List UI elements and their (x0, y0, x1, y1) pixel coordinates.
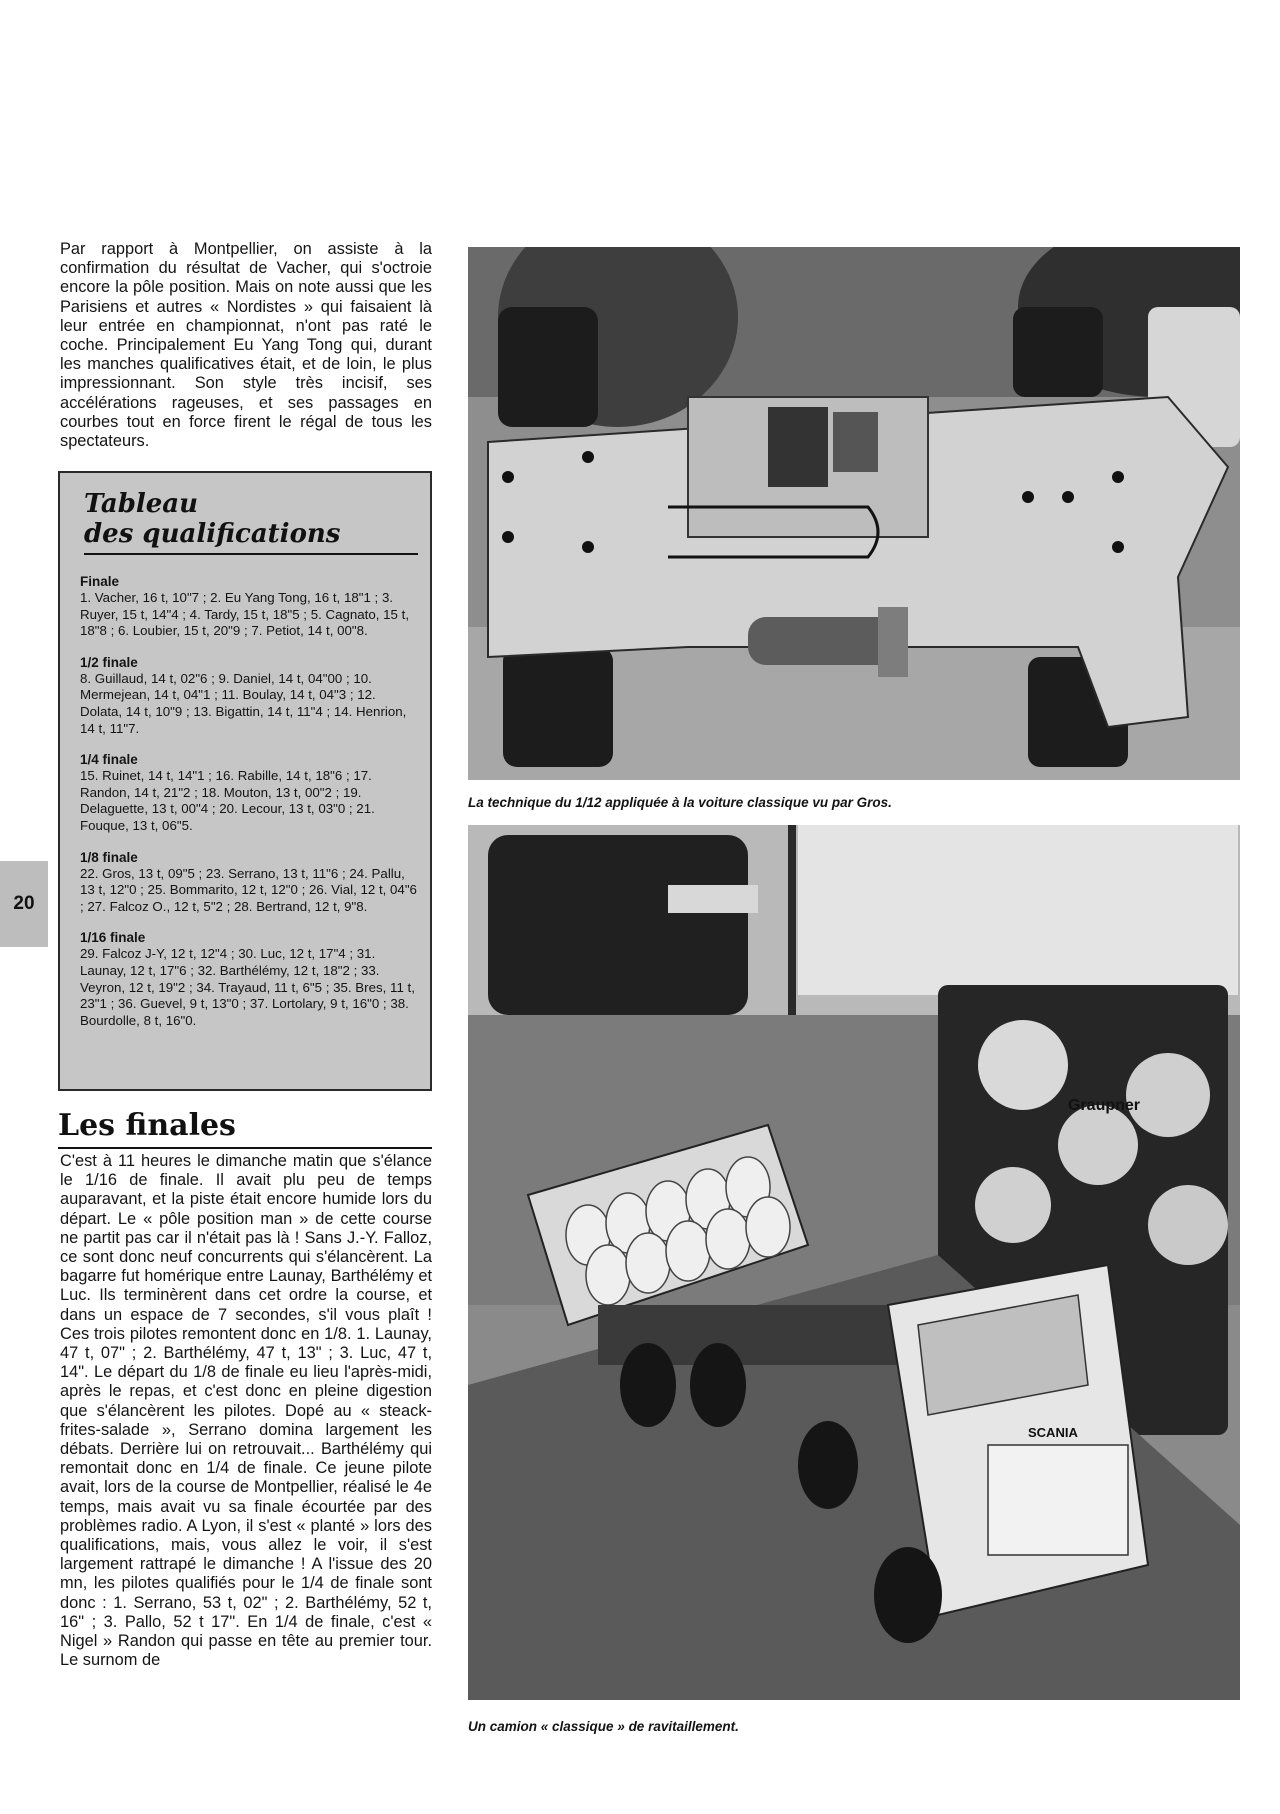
qual-block-eighth-final (80, 849, 418, 916)
intro-paragraph: Par rapport à Montpellier, on assiste à la confirmation du résultat de Vacher, qui s'octroie encore la pôle position. Mais on note aussi que les Parisiens et autres « Nordistes » qui faisaient là leur entrée en championnat, n'ont pas raté le coche. Principalement Eu Yang Tong qui, durant les manches qualificatives était, et de loin, le plus impressionnant. Son style très incisif, ses accélérations rageuses, et ses passages en courbes tout en force firent le régal de tous les spectateurs. (60, 240, 432, 451)
qual-results: 29. Falcoz J-Y, 12 t, 12"4 ; 30. Luc, 12 t, 17"4 ; 31. Launay, 12 t, 17"6 ; 32. Barthélémy, 12 t, 18"2 ; 33. Veyron, 12 t, 19"2 ; 34. Trayaud, 11 t, 6"5 ; 35. Bres, 11 t, 23"1 ; 36. Guevel, 9 t, 13"0 ; 37. Lortolary, 9 t, 16"0 ; 38. Bourdolle, 8 t, 16"0. (80, 946, 415, 1028)
chassis-photo (468, 247, 1240, 780)
chassis-photo-image (468, 247, 1240, 780)
qualifications-title (84, 489, 418, 549)
qual-block-quarter-final (80, 751, 418, 834)
scania-badge: SCANIA (1028, 1425, 1078, 1440)
finales-heading: Les finales (58, 1108, 236, 1143)
page-number-tab (0, 861, 48, 947)
qual-block-sixteenth-final (80, 929, 418, 1029)
qual-results: 15. Ruinet, 14 t, 14"1 ; 16. Rabille, 14 t, 18"6 ; 17. Randon, 14 t, 21"2 ; 18. Mouton, 13 t, 00"2 ; 19. Delaguette, 13 t, 00"4 ; 20. Lecour, 13 t, 03"0 ; 21. Fouque, 13 t, 06"5. (80, 768, 375, 833)
bottom-photo-caption: Un camion « classique » de ravitaillement. (468, 1719, 739, 1734)
qual-results: 1. Vacher, 16 t, 10"7 ; 2. Eu Yang Tong, 16 t, 18"1 ; 3. Ruyer, 15 t, 14"4 ; 4. Tardy, 15 t, 18"5 ; 5. Cagnato, 15 t, 18"8 ; 6. Loubier, 15 t, 20"9 ; 7. Petiot, 14 t, 00"8. (80, 590, 410, 639)
qual-block-finale (80, 573, 418, 640)
qualifications-title-line2: des qualifications (84, 519, 341, 549)
qualifications-title-rule (84, 553, 418, 555)
qual-heading: Finale (80, 574, 120, 589)
graupner-sticker: Graupner (1068, 1097, 1141, 1114)
finales-paragraph: C'est à 11 heures le dimanche matin que s'élance le 1/16 de finale. Il avait plu peu de temps auparavant, et la piste était encore humide lors du départ. Le « pôle position man » de cette course ne partit pas car il n'était pas là ! Sans J.-Y. Falloz, ce sont donc neuf concurrents qui s'élancèrent. La bagarre fut homérique entre Launay, Barthélémy et Luc. Ils terminèrent dans cet ordre la course, et dans un espace de 7 secondes, s'il vous plaît ! Ces trois pilotes remontent donc en 1/8. 1. Launay, 47 t, 07" ; 2. Barthélémy, 47 t, 13" ; 3. Luc, 47 t, 14". Le départ du 1/8 de finale eu lieu l'après-midi, après le repas, et c'est donc en pleine digestion que s'élancèrent les pilotes. Dopé au « steack-frites-salade », Serrano domina largement les débats. Derrière lui on retrouvait... Barthélémy qui remontait donc en 1/4 de finale. Ce jeune pilote avait, lors de la course de Montpellier, réalisé le 4e temps, mais avait vu sa finale écourtée par des problèmes radio. A Lyon, il s'est « planté » lors des qualifications, mais, vous allez le voir, il s'est largement rattrapé le dimanche ! A l'issue des 20 mn, les pilotes qualifiés pour le 1/4 de finale sont donc : 1. Serrano, 53 t, 02" ; 2. Barthélémy, 52 t, 16" ; 3. Pallo, 52 t 17". En 1/4 de finale, c'est « Nigel » Randon qui passe en tête au premier tour. Le surnom de (60, 1152, 432, 1670)
truck-photo (468, 825, 1240, 1700)
qual-heading: 1/8 finale (80, 849, 138, 865)
finales-heading-rule (58, 1147, 432, 1149)
qual-heading: 1/16 finale (80, 930, 146, 946)
qualifications-title-line1: Tableau (84, 489, 199, 519)
qual-results: 22. Gros, 13 t, 09"5 ; 23. Serrano, 13 t, 11"6 ; 24. Pallu, 13 t, 12"0 ; 25. Bommarito, 12 t, 12"0 ; 26. Vial, 12 t, 04"6 ; 27. Falcoz O., 12 t, 5"2 ; 28. Bertrand, 12 t, 9"8. (80, 865, 417, 914)
page-number: 20 (13, 893, 35, 914)
qual-heading: 1/2 finale (80, 654, 138, 670)
top-photo-caption: La technique du 1/12 appliquée à la voiture classique vu par Gros. (468, 795, 892, 810)
qual-heading: 1/4 finale (80, 752, 138, 768)
truck-photo-image (468, 825, 1240, 1700)
qual-block-half-final (80, 654, 418, 737)
qual-results: 8. Guillaud, 14 t, 02"6 ; 9. Daniel, 14 t, 04"00 ; 10. Mermejean, 14 t, 04"1 ; 11. Boulay, 14 t, 04"3 ; 12. Dolata, 14 t, 10"9 ; 13. Bigattin, 14 t, 11"4 ; 14. Henrion, 14 t, 11"7. (80, 670, 407, 736)
qualifications-box (58, 471, 432, 1091)
